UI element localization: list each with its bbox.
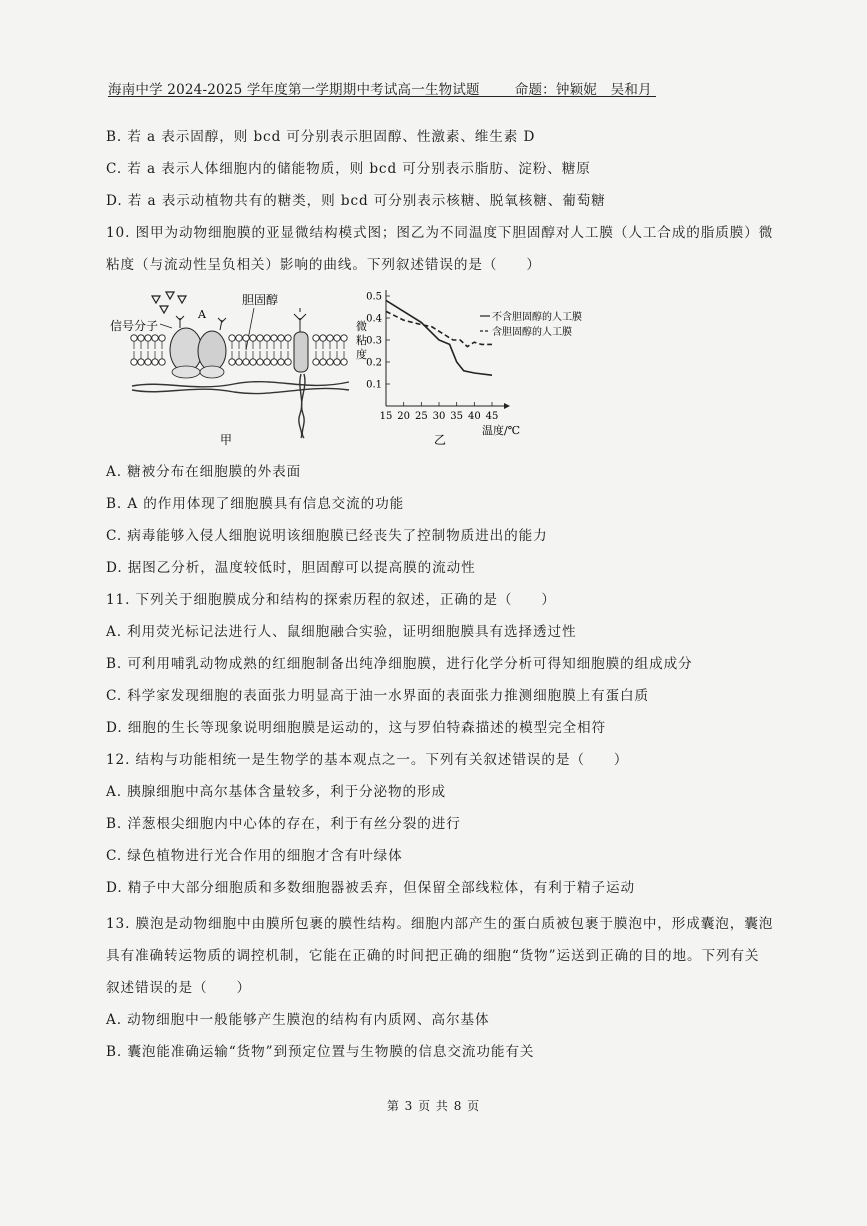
membrane-diagram bbox=[110, 292, 349, 447]
y-axis-label-char: 微 bbox=[356, 320, 367, 333]
channel-protein bbox=[198, 331, 226, 371]
q9-option-d: D. 若 a 表示动植物共有的糖类，则 bcd 可分别表示核糖、脱氧核糖、葡萄糖 bbox=[106, 193, 606, 209]
q10-stem-line2: 粘度（与流动性呈负相关）影响的曲线。下列叙述错误的是（ ） bbox=[106, 257, 541, 273]
q9-option-b: B. 若 a 表示固醇，则 bcd 可分别表示胆固醇、性激素、维生素 D bbox=[106, 129, 536, 145]
q11-option-b: B. 可利用哺乳动物成熟的红细胞制备出纯净细胞膜，进行化学分析可得知细胞膜的组成成分 bbox=[106, 656, 693, 672]
y-tick-label: 0.4 bbox=[366, 313, 382, 325]
x-tick-label: 30 bbox=[432, 411, 446, 422]
y-tick-label: 0.1 bbox=[366, 379, 382, 391]
cholesterol-label: 胆固醇 bbox=[242, 293, 279, 307]
x-tick-label: 25 bbox=[414, 411, 428, 422]
q13-stem-line2: 具有准确转运物质的调控机制，它能在正确的时间把正确的细胞“货物”运送到正确的目的地。下列有关 bbox=[106, 948, 760, 964]
x-tick-label: 20 bbox=[397, 411, 411, 422]
x-tick-label: 40 bbox=[467, 411, 481, 422]
y-tick-label: 0.3 bbox=[366, 335, 382, 347]
exam-title: 海南中学 2024-2025 学年度第一学期期中考试高一生物试题 bbox=[108, 82, 480, 98]
q10-option-c: C. 病毒能够入侵人细胞说明该细胞膜已经丧失了控制物质进出的能力 bbox=[106, 528, 548, 544]
author-names: 钟颖妮 吴和月 bbox=[555, 82, 652, 98]
x-tick-label: 45 bbox=[485, 411, 499, 422]
legend-label-2: 含胆固醇的人工膜 bbox=[492, 327, 572, 338]
q13-stem-line3: 叙述错误的是（ ） bbox=[106, 980, 251, 996]
q12-option-d: D. 精子中大部分细胞质和多数细胞器被丢弃，但保留全部线粒体，有利于精子运动 bbox=[106, 880, 636, 896]
figure-jia-caption: 甲 bbox=[220, 433, 233, 447]
q13-option-a: A. 动物细胞中一般能够产生膜泡的结构有内质网、高尔基体 bbox=[106, 1012, 490, 1028]
x-tick-label: 35 bbox=[450, 411, 464, 422]
page-footer: 第 3 页 共 8 页 bbox=[386, 1099, 481, 1113]
q12-option-c: C. 绿色植物进行光合作用的细胞才含有叶绿体 bbox=[106, 848, 403, 864]
q11-option-d: D. 细胞的生长等现象说明细胞膜是运动的，这与罗伯特森描述的模型完全相符 bbox=[106, 720, 607, 736]
header-rule bbox=[108, 96, 656, 97]
legend-label-1: 不含胆固醇的人工膜 bbox=[492, 312, 582, 323]
series-line-1 bbox=[386, 300, 492, 375]
phospholipid-bilayer bbox=[131, 335, 347, 365]
q13-option-b: B. 囊泡能准确运输“货物”到预定位置与生物膜的信息交流功能有关 bbox=[106, 1044, 535, 1060]
x-axis-label: 温度/℃ bbox=[482, 424, 521, 437]
author-label: 命题： bbox=[514, 82, 556, 98]
q10-figures bbox=[104, 288, 582, 448]
y-axis-label-char: 粘 bbox=[356, 334, 367, 347]
y-axis-label-char: 度 bbox=[356, 348, 367, 361]
q10-option-b: B. A 的作用体现了细胞膜具有信息交流的功能 bbox=[106, 496, 405, 512]
q11-stem: 11. 下列关于细胞膜成分和结构的探索历程的叙述，正确的是（ ） bbox=[106, 592, 556, 608]
viscosity-chart bbox=[356, 290, 582, 447]
signal-label: 信号分子 bbox=[110, 319, 159, 333]
x-tick-label: 15 bbox=[379, 411, 393, 422]
q10-option-a: A. 糖被分布在细胞膜的外表面 bbox=[106, 464, 302, 480]
x-axis-arrow bbox=[504, 403, 510, 409]
y-tick-label: 0.2 bbox=[366, 357, 382, 369]
y-tick-label: 0.5 bbox=[366, 291, 382, 303]
q13-stem-line1: 13. 膜泡是动物细胞中由膜所包裹的膜性结构。细胞内部产生的蛋白质被包裹于膜泡中，形成囊泡，囊泡 bbox=[106, 916, 774, 932]
signal-molecules bbox=[152, 292, 186, 313]
transmembrane-protein bbox=[294, 332, 308, 372]
q10-option-d: D. 据图乙分析，温度较低时，胆固醇可以提高膜的流动性 bbox=[106, 560, 476, 576]
q12-option-a: A. 胰腺细胞中高尔基体含量较多，利于分泌物的形成 bbox=[106, 784, 447, 800]
protein-a-label: A bbox=[198, 308, 206, 321]
protein-a bbox=[170, 328, 202, 372]
page-header bbox=[108, 78, 660, 98]
q11-option-a: A. 利用荧光标记法进行人、鼠细胞融合实验，证明细胞膜具有选择透过性 bbox=[106, 624, 577, 640]
glycoprotein-chain bbox=[294, 308, 306, 332]
series-line-2 bbox=[386, 311, 492, 346]
q9-option-c: C. 若 a 表示人体细胞内的储能物质，则 bcd 可分别表示脂肪、淀粉、糖原 bbox=[106, 161, 591, 177]
q12-stem: 12. 结构与功能相统一是生物学的基本观点之一。下列有关叙述错误的是（ ） bbox=[106, 752, 629, 768]
q12-option-b: B. 洋葱根尖细胞内中心体的存在，利于有丝分裂的进行 bbox=[106, 816, 461, 832]
q11-option-c: C. 科学家发现细胞的表面张力明显高于油一水界面的表面张力推测细胞膜上有蛋白质 bbox=[106, 688, 650, 704]
q10-stem-line1: 10. 图甲为动物细胞膜的亚显微结构模式图；图乙为不同温度下胆固醇对人工膜（人工合成的脂质膜）微 bbox=[106, 225, 774, 241]
figure-yi-caption: 乙 bbox=[434, 433, 447, 447]
